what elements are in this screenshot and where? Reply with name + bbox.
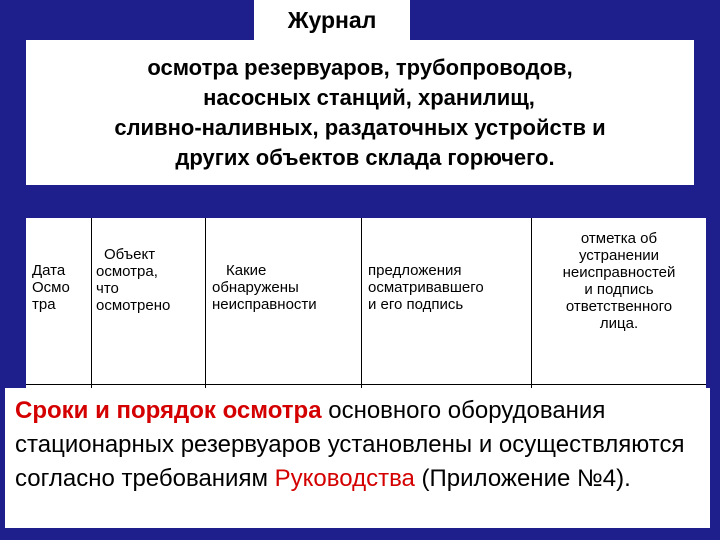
- journal-title-text: Журнал: [287, 6, 377, 33]
- note-appendix: (Приложение №4).: [414, 465, 631, 492]
- journal-table: [26, 218, 706, 393]
- note-reference: Руководства: [274, 465, 415, 492]
- header-cell-line: Осмо: [32, 279, 70, 296]
- subtitle-line: осмотра резервуаров, трубопроводов,: [147, 54, 573, 80]
- header-cell-line: обнаружены: [212, 279, 299, 296]
- subtitle-line: сливно-наливных, раздаточных устройств и: [114, 114, 606, 140]
- header-cell-line: Какие: [226, 262, 267, 279]
- header-cell-line: отметка об: [580, 230, 658, 247]
- note-text: основного оборудования стационарных резервуаров установлены и осуществляются согласно требованиям: [15, 397, 685, 492]
- subtitle-line: других объектов склада горючего.: [175, 144, 555, 170]
- header-cell-line: неисправности: [212, 296, 317, 313]
- header-cell-line: устранении: [578, 247, 660, 264]
- header-cell-line: предложения: [368, 262, 462, 279]
- inspection-note: [5, 388, 710, 528]
- journal-title: [254, 0, 410, 40]
- header-cell-line: неисправностей: [562, 264, 676, 281]
- note-emphasis: Сроки и порядок осмотра: [15, 397, 322, 424]
- header-cell-line: тра: [32, 296, 56, 313]
- header-cell-line: осмотра,: [96, 263, 158, 280]
- header-cell-line: осмотрено: [96, 297, 171, 314]
- header-cell-line: Объект: [104, 246, 156, 263]
- table-column-defects: [206, 218, 362, 393]
- subtitle-line: насосных станций, хранилищ,: [203, 84, 535, 110]
- table-column-remediation: [532, 218, 706, 393]
- table-column-object: [92, 218, 206, 393]
- header-cell-line: и подпись: [584, 281, 654, 298]
- table-column-date: [26, 218, 92, 393]
- header-cell-line: Дата: [32, 262, 66, 279]
- header-cell-line: осматривавшего: [368, 279, 484, 296]
- header-cell-line: что: [96, 280, 119, 297]
- header-cell-line: и его подпись: [368, 296, 464, 313]
- table-row-divider: [26, 384, 706, 385]
- journal-subtitle: [26, 40, 694, 185]
- header-cell-line: лица.: [599, 315, 639, 332]
- header-cell-line: ответственного: [565, 298, 673, 315]
- table-column-proposals: [362, 218, 532, 393]
